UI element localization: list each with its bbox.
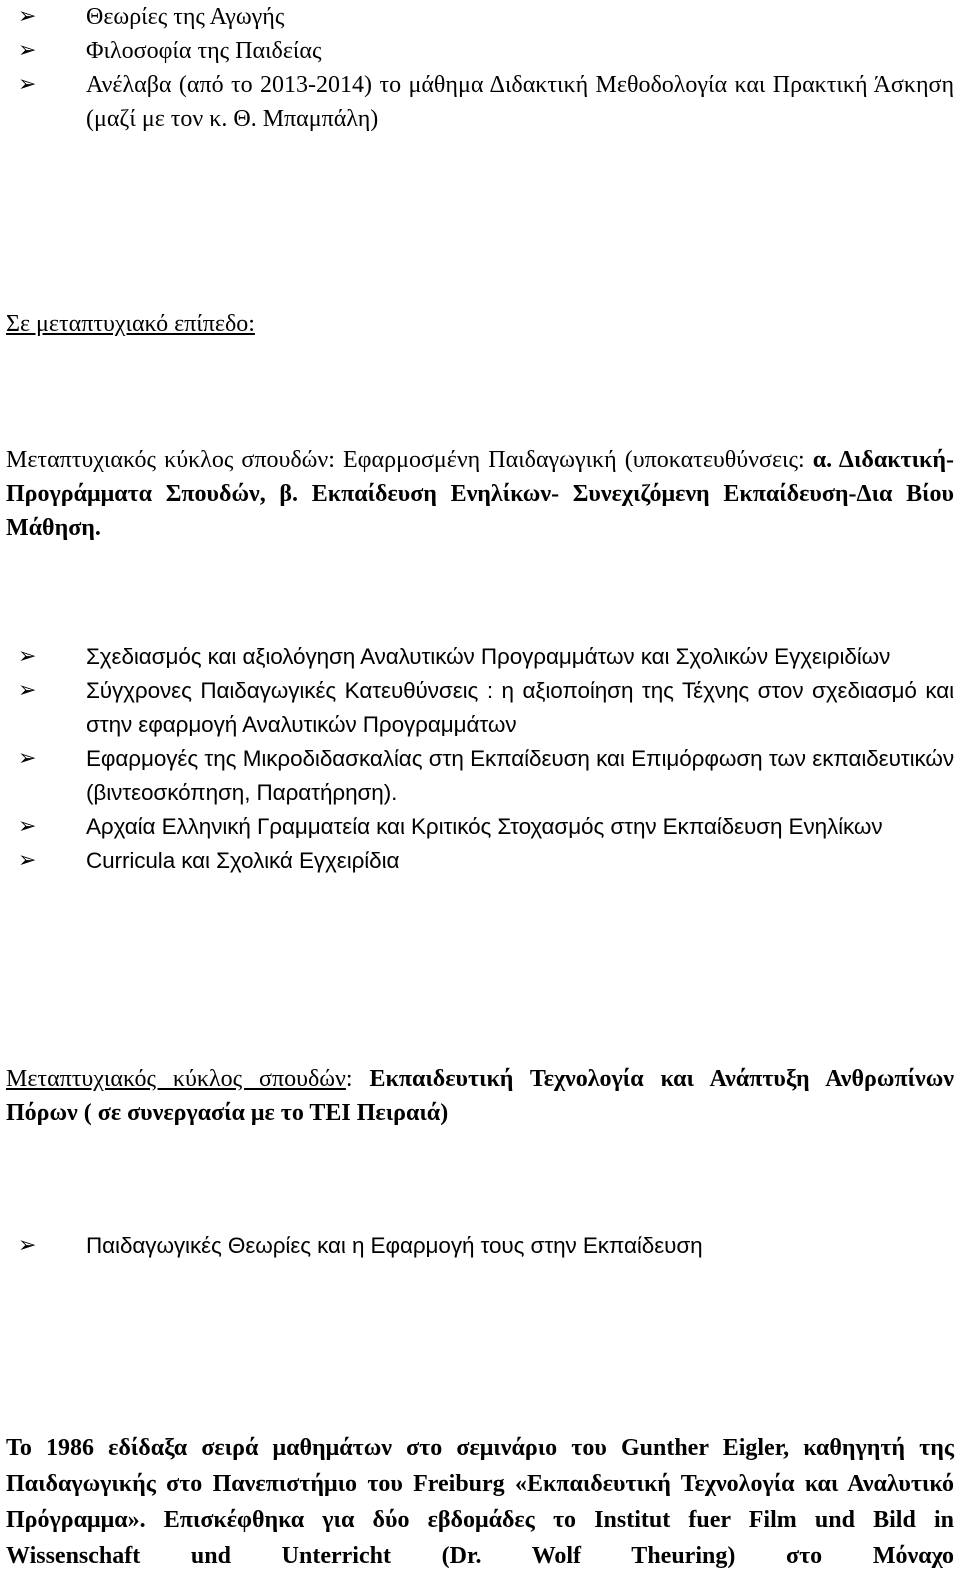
program-title: Εκπαιδευτική Τεχνολογία και Ανάπτυξη Ανθρωπίνων Πόρων ( σε συνεργασία με το ΤΕΙ Πειραιά) xyxy=(6,1066,955,1126)
list-item-text: Σύγχρονες Παιδαγωγικές Κατευθύνσεις : η αξιοποίηση της Τέχνης στον σχεδιασμό και στην εφαρμογή Αναλυτικών Προγραμμάτων xyxy=(86,678,954,737)
experience-paragraph: Το 1986 εδίδαξα σειρά μαθημάτων στο σεμινάριο του Gunther Eigler, καθηγητή της Παιδαγωγικής στο Πανεπιστήμιο του Freiburg «Εκπαιδευτική Τεχνολογία και Αναλυτικό Πρόγραμμα». Επισκέφθηκα για δύο εβδομάδες το Institut fuer Film und Bild in Wissenschaft und Unterricht (Dr. Wolf Theuring) στο Μόναχο xyxy=(6,1435,954,1569)
program-label: Μεταπτυχιακός κύκλος σπουδών xyxy=(6,1066,346,1092)
list-item-text: Εφαρμογές της Μικροδιδασκαλίας στη Εκπαίδευση και Επιμόρφωση των εκπαιδευτικών (βιντεοσκόπηση, Παρατήρηση). xyxy=(86,746,954,805)
list-item xyxy=(6,810,954,844)
list-item xyxy=(6,1229,954,1263)
arrow-bullet-icon: ➢ xyxy=(18,4,37,29)
program-label-colon: : xyxy=(345,1066,353,1092)
list-item-text: Curricula και Σχολικά Εγχειρίδια xyxy=(86,848,400,873)
list-item-text: Αρχαία Ελληνική Γραμματεία και Κριτικός Στοχασμός στην Εκπαίδευση Ενηλίκων xyxy=(86,814,883,839)
list-item xyxy=(6,640,954,674)
list-item-text: Παιδαγωγικές Θεωρίες και η Εφαρμογή τους στην Εκπαίδευση xyxy=(86,1233,703,1258)
program-specializations: α. Διδακτική- Προγράμματα Σπουδών, β. Εκπαίδευση Ενηλίκων- Συνεχιζόμενη Εκπαίδευση-Δια Βίου Μάθηση. xyxy=(6,447,955,541)
arrow-bullet-icon: ➢ xyxy=(18,848,37,873)
list-item-text: Φιλοσοφία της Παιδείας xyxy=(86,38,322,64)
list-item xyxy=(6,674,954,742)
arrow-bullet-icon: ➢ xyxy=(18,678,37,703)
list-item-text: Θεωρίες της Αγωγής xyxy=(86,4,285,30)
list-item xyxy=(6,742,954,810)
program-courses-list xyxy=(6,640,954,878)
arrow-bullet-icon: ➢ xyxy=(18,72,37,97)
teaching-list xyxy=(6,0,954,136)
list-item xyxy=(6,0,954,34)
section-heading: Σε μεταπτυχιακό επίπεδο: xyxy=(6,311,255,337)
list-item xyxy=(6,68,954,136)
program-description xyxy=(6,443,954,545)
arrow-bullet-icon: ➢ xyxy=(18,1233,37,1258)
list-item xyxy=(6,844,954,878)
arrow-bullet-icon: ➢ xyxy=(18,38,37,63)
list-item-text: Ανέλαβα (από το 2013-2014) το μάθημα Διδακτική Μεθοδολογία και Πρακτική Άσκηση (μαζί με τον κ. Θ. Μπαμπάλη) xyxy=(86,72,954,132)
list-item xyxy=(6,34,954,68)
program-lead-text: Μεταπτυχιακός κύκλος σπουδών: Εφαρμοσμένη Παιδαγωγική (υποκατευθύνσεις: xyxy=(6,447,805,473)
program-description xyxy=(6,1062,954,1130)
program-courses-list xyxy=(6,1229,954,1263)
arrow-bullet-icon: ➢ xyxy=(18,814,37,839)
arrow-bullet-icon: ➢ xyxy=(18,746,37,771)
arrow-bullet-icon: ➢ xyxy=(18,644,37,669)
list-item-text: Σχεδιασμός και αξιολόγηση Αναλυτικών Προγραμμάτων και Σχολικών Εγχειριδίων xyxy=(86,644,891,669)
